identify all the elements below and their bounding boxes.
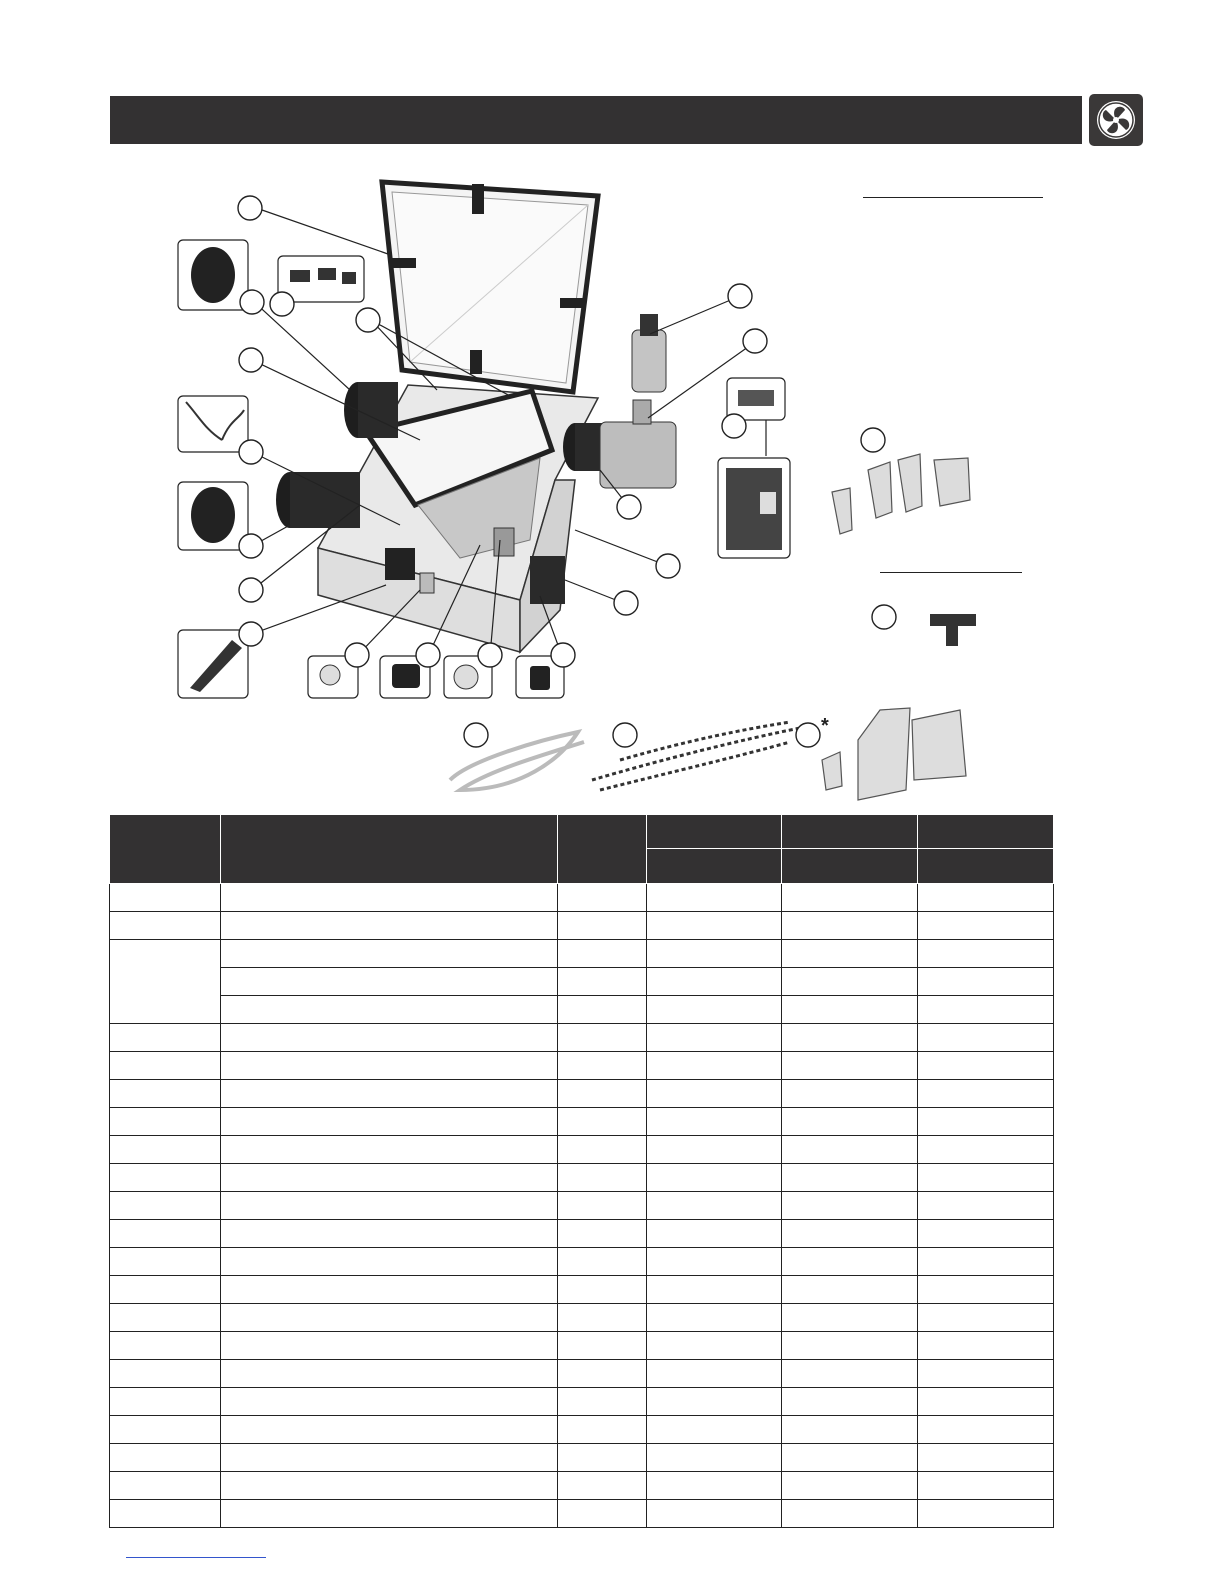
table-row <box>110 940 1054 968</box>
footer-link[interactable] <box>126 1557 266 1558</box>
table-row <box>110 1360 1054 1388</box>
table-row <box>110 1304 1054 1332</box>
header-cell-model-a <box>647 815 782 849</box>
table-row <box>110 1052 1054 1080</box>
table-row <box>110 1248 1054 1276</box>
table-row <box>110 1472 1054 1500</box>
header-subcell-model-b <box>782 849 918 884</box>
table-row <box>110 1332 1054 1360</box>
table-row <box>110 1276 1054 1304</box>
table-row <box>110 1108 1054 1136</box>
table-row <box>110 1444 1054 1472</box>
header-subcell-model-a <box>647 849 782 884</box>
header-cell-model-c <box>918 815 1054 849</box>
hanging-straps <box>822 708 966 800</box>
header-cell-description <box>221 815 558 884</box>
connector-title-rule <box>880 572 1022 573</box>
table-row <box>110 1220 1054 1248</box>
header-cell-part-number <box>110 815 221 884</box>
table-row <box>110 1388 1054 1416</box>
accessories-title-rule <box>863 197 1043 198</box>
table-row <box>110 912 1054 940</box>
table-row <box>110 884 1054 912</box>
header-cell-quantity <box>558 815 647 884</box>
table-row <box>110 1080 1054 1108</box>
table-row <box>110 1024 1054 1052</box>
header-cell-model-b <box>782 815 918 849</box>
damper-motor <box>632 314 666 392</box>
table-row <box>110 1416 1054 1444</box>
table-row <box>110 1500 1054 1528</box>
table-row <box>110 1192 1054 1220</box>
table-row <box>110 968 1054 996</box>
mounting-brackets <box>832 454 970 534</box>
tee-connector <box>930 614 976 646</box>
table-row <box>110 1136 1054 1164</box>
table-row <box>110 996 1054 1024</box>
damper-duct <box>600 400 676 488</box>
parts-table <box>109 815 1054 1528</box>
asterisk-mark: * <box>821 715 829 737</box>
header-subcell-model-c <box>918 849 1054 884</box>
lid-with-filter <box>382 182 598 392</box>
table-row <box>110 1164 1054 1192</box>
